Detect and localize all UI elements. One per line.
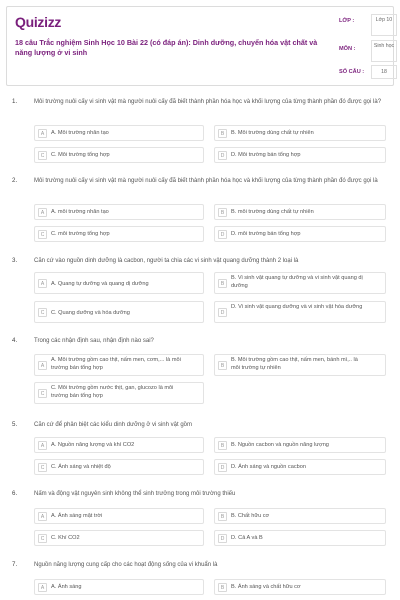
option-text: A. Môi trường nhân tạo <box>51 130 109 136</box>
option-letter: D <box>218 534 227 543</box>
option-text: A. Nguồn năng lượng và khí CO2 <box>51 442 135 448</box>
worksheet-title: 18 câu Trắc nghiệm Sinh Học 10 Bài 22 (có đáp án): Dinh dưỡng, chuyển hóa vật chất và năng lượng ở vi sinh <box>15 38 318 57</box>
option-b[interactable] <box>214 508 386 524</box>
question-text: Nấm và động vật nguyên sinh không thể sinh trưởng trong môi trường thiếu <box>34 491 236 497</box>
option-letter: C <box>38 151 47 160</box>
option-text: A. Ánh sáng mặt trời <box>51 513 103 519</box>
option-c[interactable] <box>34 226 204 242</box>
option-letter: B <box>218 279 227 288</box>
option-c[interactable] <box>34 459 204 475</box>
option-letter: B <box>218 512 227 521</box>
option-b[interactable] <box>214 354 386 376</box>
option-text: A. Môi trường gồm cao thịt, nấm men, cơm,... là môi trường bán tổng hợp <box>51 357 181 371</box>
option-text: B. Môi trường gồm cao thịt, nấm men, bánh mì,.. là môi trường tự nhiên <box>231 357 358 371</box>
question-text: Môi trường nuôi cấy vi sinh vật mà người nuôi cấy đã biết thành phần hóa học và khối lượng của từng thành phần đó được gọi là? <box>34 99 382 105</box>
option-letter: A <box>38 361 47 370</box>
option-a[interactable] <box>34 354 204 376</box>
quizizz-logo: Quizizz <box>15 14 62 30</box>
option-d[interactable] <box>214 530 386 546</box>
option-b[interactable] <box>214 579 386 595</box>
option-b[interactable] <box>214 125 386 141</box>
grade-label: LỚP : <box>339 18 355 24</box>
option-text: B. Môi trường dùng chất tự nhiên <box>231 130 314 136</box>
option-letter: A <box>38 279 47 288</box>
option-letter: C <box>38 389 47 398</box>
option-letter: A <box>38 583 47 592</box>
option-text: B. Ánh sáng và chất hữu cơ <box>231 584 301 590</box>
option-a[interactable] <box>34 272 204 294</box>
option-text: C. Ánh sáng và nhiệt độ <box>51 464 111 470</box>
option-b[interactable] <box>214 204 386 220</box>
option-d[interactable] <box>214 226 386 242</box>
option-letter: B <box>218 441 227 450</box>
option-letter: D <box>218 463 227 472</box>
option-a[interactable] <box>34 125 204 141</box>
option-text: C. Môi trường tổng hợp <box>51 152 110 158</box>
subject-value: Sinh học <box>373 43 395 49</box>
option-c[interactable] <box>34 382 204 404</box>
option-a[interactable] <box>34 508 204 524</box>
option-d[interactable] <box>214 147 386 163</box>
option-text: C. Quang dưỡng và hóa dưỡng <box>51 310 130 316</box>
option-letter: B <box>218 361 227 370</box>
option-c[interactable] <box>34 147 204 163</box>
option-letter: D <box>218 308 227 317</box>
question-number: 2. <box>12 177 18 184</box>
option-a[interactable] <box>34 437 204 453</box>
option-b[interactable] <box>214 437 386 453</box>
option-text: B. môi trường dùng chất tự nhiên <box>231 209 314 215</box>
option-c[interactable] <box>34 301 204 323</box>
question-count-value: 18 <box>381 69 387 75</box>
option-text: A. Quang tự dưỡng và quang dị dưỡng <box>51 281 149 287</box>
question-count-label: SỐ CÂU : <box>339 69 365 75</box>
option-text: A. môi trường nhân tạo <box>51 209 109 215</box>
option-letter: C <box>38 230 47 239</box>
question-text: Trong các nhận định sau, nhận định nào sai? <box>34 338 154 344</box>
question-number: 1. <box>12 98 18 105</box>
option-letter: C <box>38 308 47 317</box>
grade-value: Lớp 10 <box>375 17 393 23</box>
subject-label: MÔN : <box>339 46 356 52</box>
question-text: Căn cứ để phân biệt các kiểu dinh dưỡng ở vi sinh vật gồm <box>34 422 192 428</box>
option-letter: A <box>38 129 47 138</box>
option-text: B. Nguồn cacbon và nguồn năng lượng <box>231 442 329 448</box>
option-letter: D <box>218 151 227 160</box>
question-number: 4. <box>12 337 18 344</box>
option-c[interactable] <box>34 530 204 546</box>
option-text: C. Khí CO2 <box>51 535 80 541</box>
option-letter: B <box>218 583 227 592</box>
option-a[interactable] <box>34 204 204 220</box>
option-letter: B <box>218 129 227 138</box>
worksheet-header <box>6 6 394 86</box>
option-text: D. môi trường bán tổng hợp <box>231 231 301 237</box>
question-text: Nguồn năng lượng cung cấp cho các hoạt động sống của vi khuẩn là <box>34 562 218 568</box>
option-d[interactable] <box>214 301 386 323</box>
option-text: B. Vi sinh vật quang tự dưỡng và vi sinh vật quang dị dưỡng <box>231 275 363 289</box>
question-number: 7. <box>12 561 18 568</box>
option-text: C. Môi trường gồm nước thịt, gan, glucozo là môi trường bán tổng hợp <box>51 385 174 399</box>
option-text: C. môi trường tổng hợp <box>51 231 110 237</box>
option-a[interactable] <box>34 579 204 595</box>
option-letter: A <box>38 208 47 217</box>
question-number: 5. <box>12 421 18 428</box>
option-letter: C <box>38 463 47 472</box>
option-letter: B <box>218 208 227 217</box>
option-letter: A <box>38 441 47 450</box>
option-text: D. Cả A và B <box>231 535 263 541</box>
question-number: 3. <box>12 257 18 264</box>
option-text: B. Chất hữu cơ <box>231 513 270 519</box>
option-letter: C <box>38 534 47 543</box>
option-d[interactable] <box>214 459 386 475</box>
option-letter: A <box>38 512 47 521</box>
question-number: 6. <box>12 490 18 497</box>
option-text: D. Môi trường bán tổng hợp <box>231 152 301 158</box>
question-text: Căn cứ vào nguồn dinh dưỡng là cacbon, người ta chia các vi sinh vật quang dưỡng thành 2 loại là <box>34 258 299 264</box>
option-text: A. Ánh sáng <box>51 584 82 590</box>
option-text: D. Ánh sáng và nguồn cacbon <box>231 464 306 470</box>
option-letter: D <box>218 230 227 239</box>
question-text: Môi trường nuôi cấy vi sinh vật mà người nuôi cấy đã biết thành phần hóa học và khối lượng của từng thành phần đó được gọi là <box>34 178 378 184</box>
option-text: D. Vi sinh vật quang dưỡng và vi sinh vật hóa dưỡng <box>231 304 363 310</box>
option-b[interactable] <box>214 272 386 294</box>
